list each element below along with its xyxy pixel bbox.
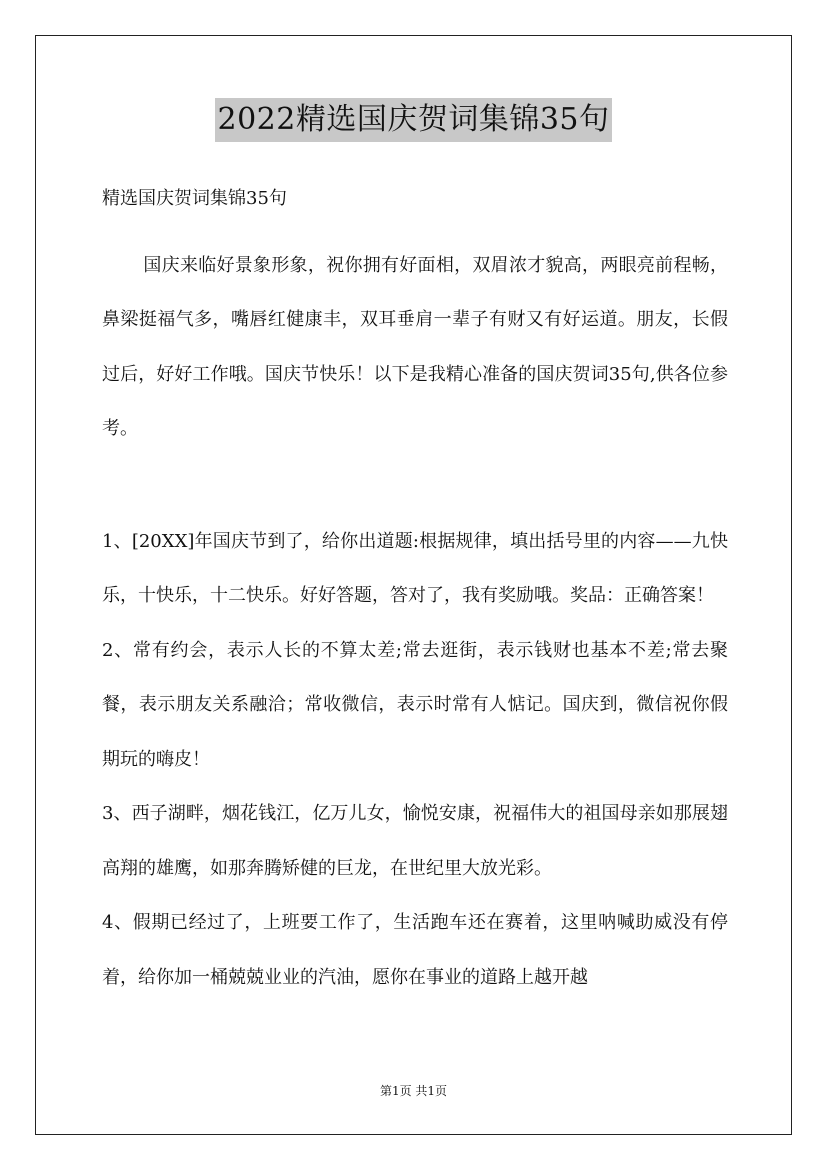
greeting-item-4: 4、假期已经过了，上班要工作了，生活跑车还在赛着，这里呐喊助威没有停着，给你加一桶兢兢业业的汽油，愿你在事业的道路上越开越 [102, 912, 728, 988]
document-title-container [0, 98, 827, 142]
greeting-item-2: 2、常有约会，表示人长的不算太差;常去逛街，表示钱财也基本不差;常去聚餐，表示朋友关系融洽；常收微信，表示时常有人惦记。国庆到，微信祝你假期玩的嗨皮！ [102, 639, 728, 770]
document-body [102, 172, 728, 1005]
paragraph-spacer [102, 457, 728, 515]
greeting-item-1: 1、[20XX]年国庆节到了，给你出道题:根据规律，填出括号里的内容——九快乐，十快乐，十二快乐。好好答题，答对了，我有奖励哦。奖品：正确答案！ [102, 530, 728, 606]
document-title: 2022精选国庆贺词集锦35句 [215, 98, 611, 142]
document-subtitle: 精选国庆贺词集锦35句 [102, 188, 287, 209]
intro-paragraph: 国庆来临好景象形象，祝你拥有好面相，双眉浓才貌高，两眼亮前程畅，鼻梁挺福气多，嘴唇红健康丰，双耳垂肩一辈子有财又有好运道。朋友，长假过后，好好工作哦。国庆节快乐！以下是我精心准备的国庆贺词35句,供各位参考。 [102, 254, 728, 439]
greeting-item-3: 3、西子湖畔，烟花钱江，亿万儿女，愉悦安康，祝福伟大的祖国母亲如那展翅高翔的雄鹰，如那奔腾矫健的巨龙，在世纪里大放光彩。 [102, 803, 728, 879]
page-footer: 第1页 共1页 [379, 1084, 448, 1098]
